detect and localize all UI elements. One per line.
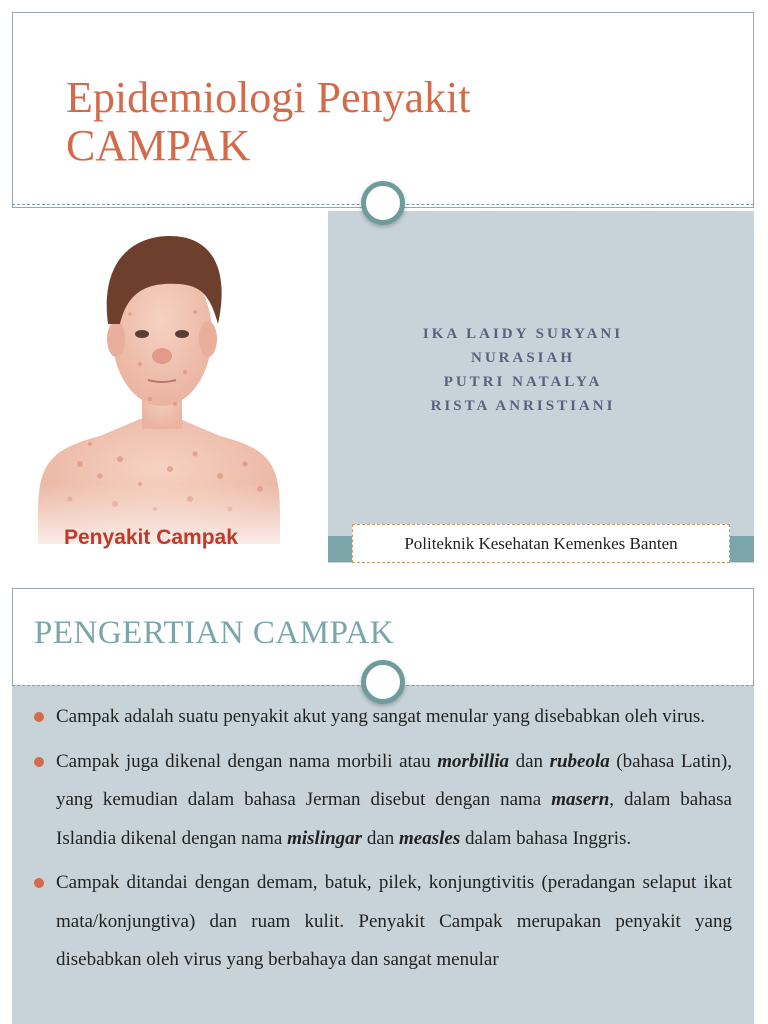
image-caption: Penyakit Campak [64, 526, 238, 549]
author-name: RISTA ANRISTIANI [430, 398, 616, 414]
term-rubeola: rubeola [549, 750, 610, 772]
term-measles: measles [399, 827, 461, 849]
term-mislingar: mislingar [287, 827, 363, 849]
title-line-2: CAMPAK [66, 121, 251, 170]
child-illustration [30, 214, 300, 562]
bullet-icon [34, 712, 44, 722]
term-morbillia: morbillia [437, 750, 510, 772]
bullet-text: Campak adalah suatu penyakit akut yang sangat menular yang disebabkan oleh virus. [56, 706, 705, 727]
author-name: PUTRI NATALYA [443, 374, 603, 390]
bullet-text: Campak ditandai dengan demam, batuk, pilek, konjungtivitis (peradangan selaput ikat mata/konjungtiva) dan ruam kulit. Penyakit Campak merupakan penyakit yang disebabkan oleh virus yang berbahaya dan sangat menular [56, 872, 732, 970]
definition-list [34, 698, 732, 986]
section-title: PENGERTIAN CAMPAK [34, 615, 395, 651]
list-item: Campak juga dikenal dengan nama morbili atau morbillia dan rubeola (bahasa Latin), yang kemudian dalam bahasa Jerman disebut dengan nama masern, dalam bahasa Islandia dikenal dengan nama mislingar dan measles dalam bahasa Inggris. [34, 743, 732, 859]
institution-box [352, 524, 730, 563]
author-name: NURASIAH [470, 350, 575, 366]
bullet-icon [34, 757, 44, 767]
term-masern: masern [551, 789, 610, 810]
presentation-title [66, 74, 471, 170]
title-line-1: Epidemiologi Penyakit [66, 73, 471, 122]
decorative-circle-icon [361, 181, 405, 225]
author-list [328, 322, 718, 418]
measles-child-photo [30, 214, 300, 562]
author-name: IKA LAIDY SURYANI [422, 326, 624, 342]
bullet-icon [34, 878, 44, 888]
list-item [34, 698, 732, 737]
list-item [34, 864, 732, 980]
institution-name: Politeknik Kesehatan Kemenkes Banten [404, 533, 678, 553]
